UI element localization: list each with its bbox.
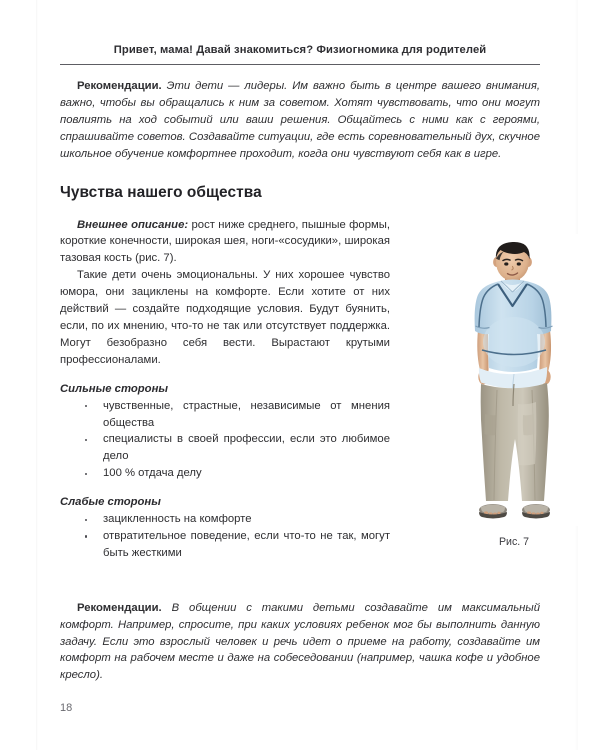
list-item: специалисты в своей профессии, если это любимое дело: [60, 431, 390, 465]
figure-photo: [448, 234, 580, 526]
page-number: 18: [60, 702, 73, 714]
appearance-term: Внешнее описание:: [77, 218, 189, 231]
appearance-paragraph: [60, 217, 390, 268]
boy-standing-illustration: [448, 234, 580, 526]
recommendation-text: В общении с такими детьми создавайте им максимальный комфорт. Например, спросите, при каких условиях ребенок мог бы выполнить данную задачу. Если это взрослый человек и речь идет о приеме на работу, создавайте им комфорт на рабочем месте и даже на собеседовании (например, чашка кофе и удобное кресло).: [60, 601, 540, 682]
figure-caption: Рис. 7: [498, 536, 530, 548]
page-edge-shadow-left: [36, 0, 38, 750]
description-paragraph: Такие дети очень эмоциональны. У них хорошее чувство юмора, они зациклены на комфорте. Если хотите от них действий — создайте подходящие условия. Будут буянить, если, по их мнению, что-то не так или отсутствует поддержка. Могут безобразно себя вести. Вырастают крутыми профессионалами.: [60, 269, 390, 366]
strengths-list: [60, 398, 390, 483]
strengths-title: Сильные стороны: [60, 382, 169, 395]
figure-7: [448, 234, 580, 548]
recommendation-label: Рекомендации.: [77, 601, 162, 614]
appearance-text: рост ниже среднего, пышные формы, короткие конечности, широкая шея, ноги-«сосудики», широкая тазовая кость (рис. 7).: [60, 218, 391, 265]
recommendation-text: Эти дети — лидеры. Им важно быть в центре вашего внимания, важно, чтобы вы обращались к ним за советом. Хотят чувствовать, что они могут повлиять на ход событий или ваши решения. Общайтесь с ними как с героями, спрашивайте советов. Создавайте ситуации, где есть соревновательный дух, скучное школьное обучение комфортнее проходит, когда они чувствуют себя как в игре.: [60, 80, 540, 160]
list-item: чувственные, страстные, независимые от мнения общества: [60, 398, 390, 432]
weaknesses-title: Слабые стороны: [60, 496, 161, 509]
list-item: 100 % отдача делу: [60, 465, 390, 482]
list-item: зацикленность на комфорте: [60, 511, 390, 528]
header-rule: [60, 64, 540, 65]
recommendation-label: Рекомендации.: [77, 80, 162, 92]
section-heading: Чувства нашего общества: [60, 183, 262, 201]
recommendation-paragraph-top: [60, 78, 540, 163]
weaknesses-list: [60, 511, 390, 562]
running-head: Привет, мама! Давай знакомиться? Физиогномика для родителей: [113, 44, 487, 56]
recommendation-paragraph-bottom: [60, 600, 540, 685]
list-item: отвратительное поведение, если что-то не так, могут быть жесткими: [60, 528, 390, 562]
